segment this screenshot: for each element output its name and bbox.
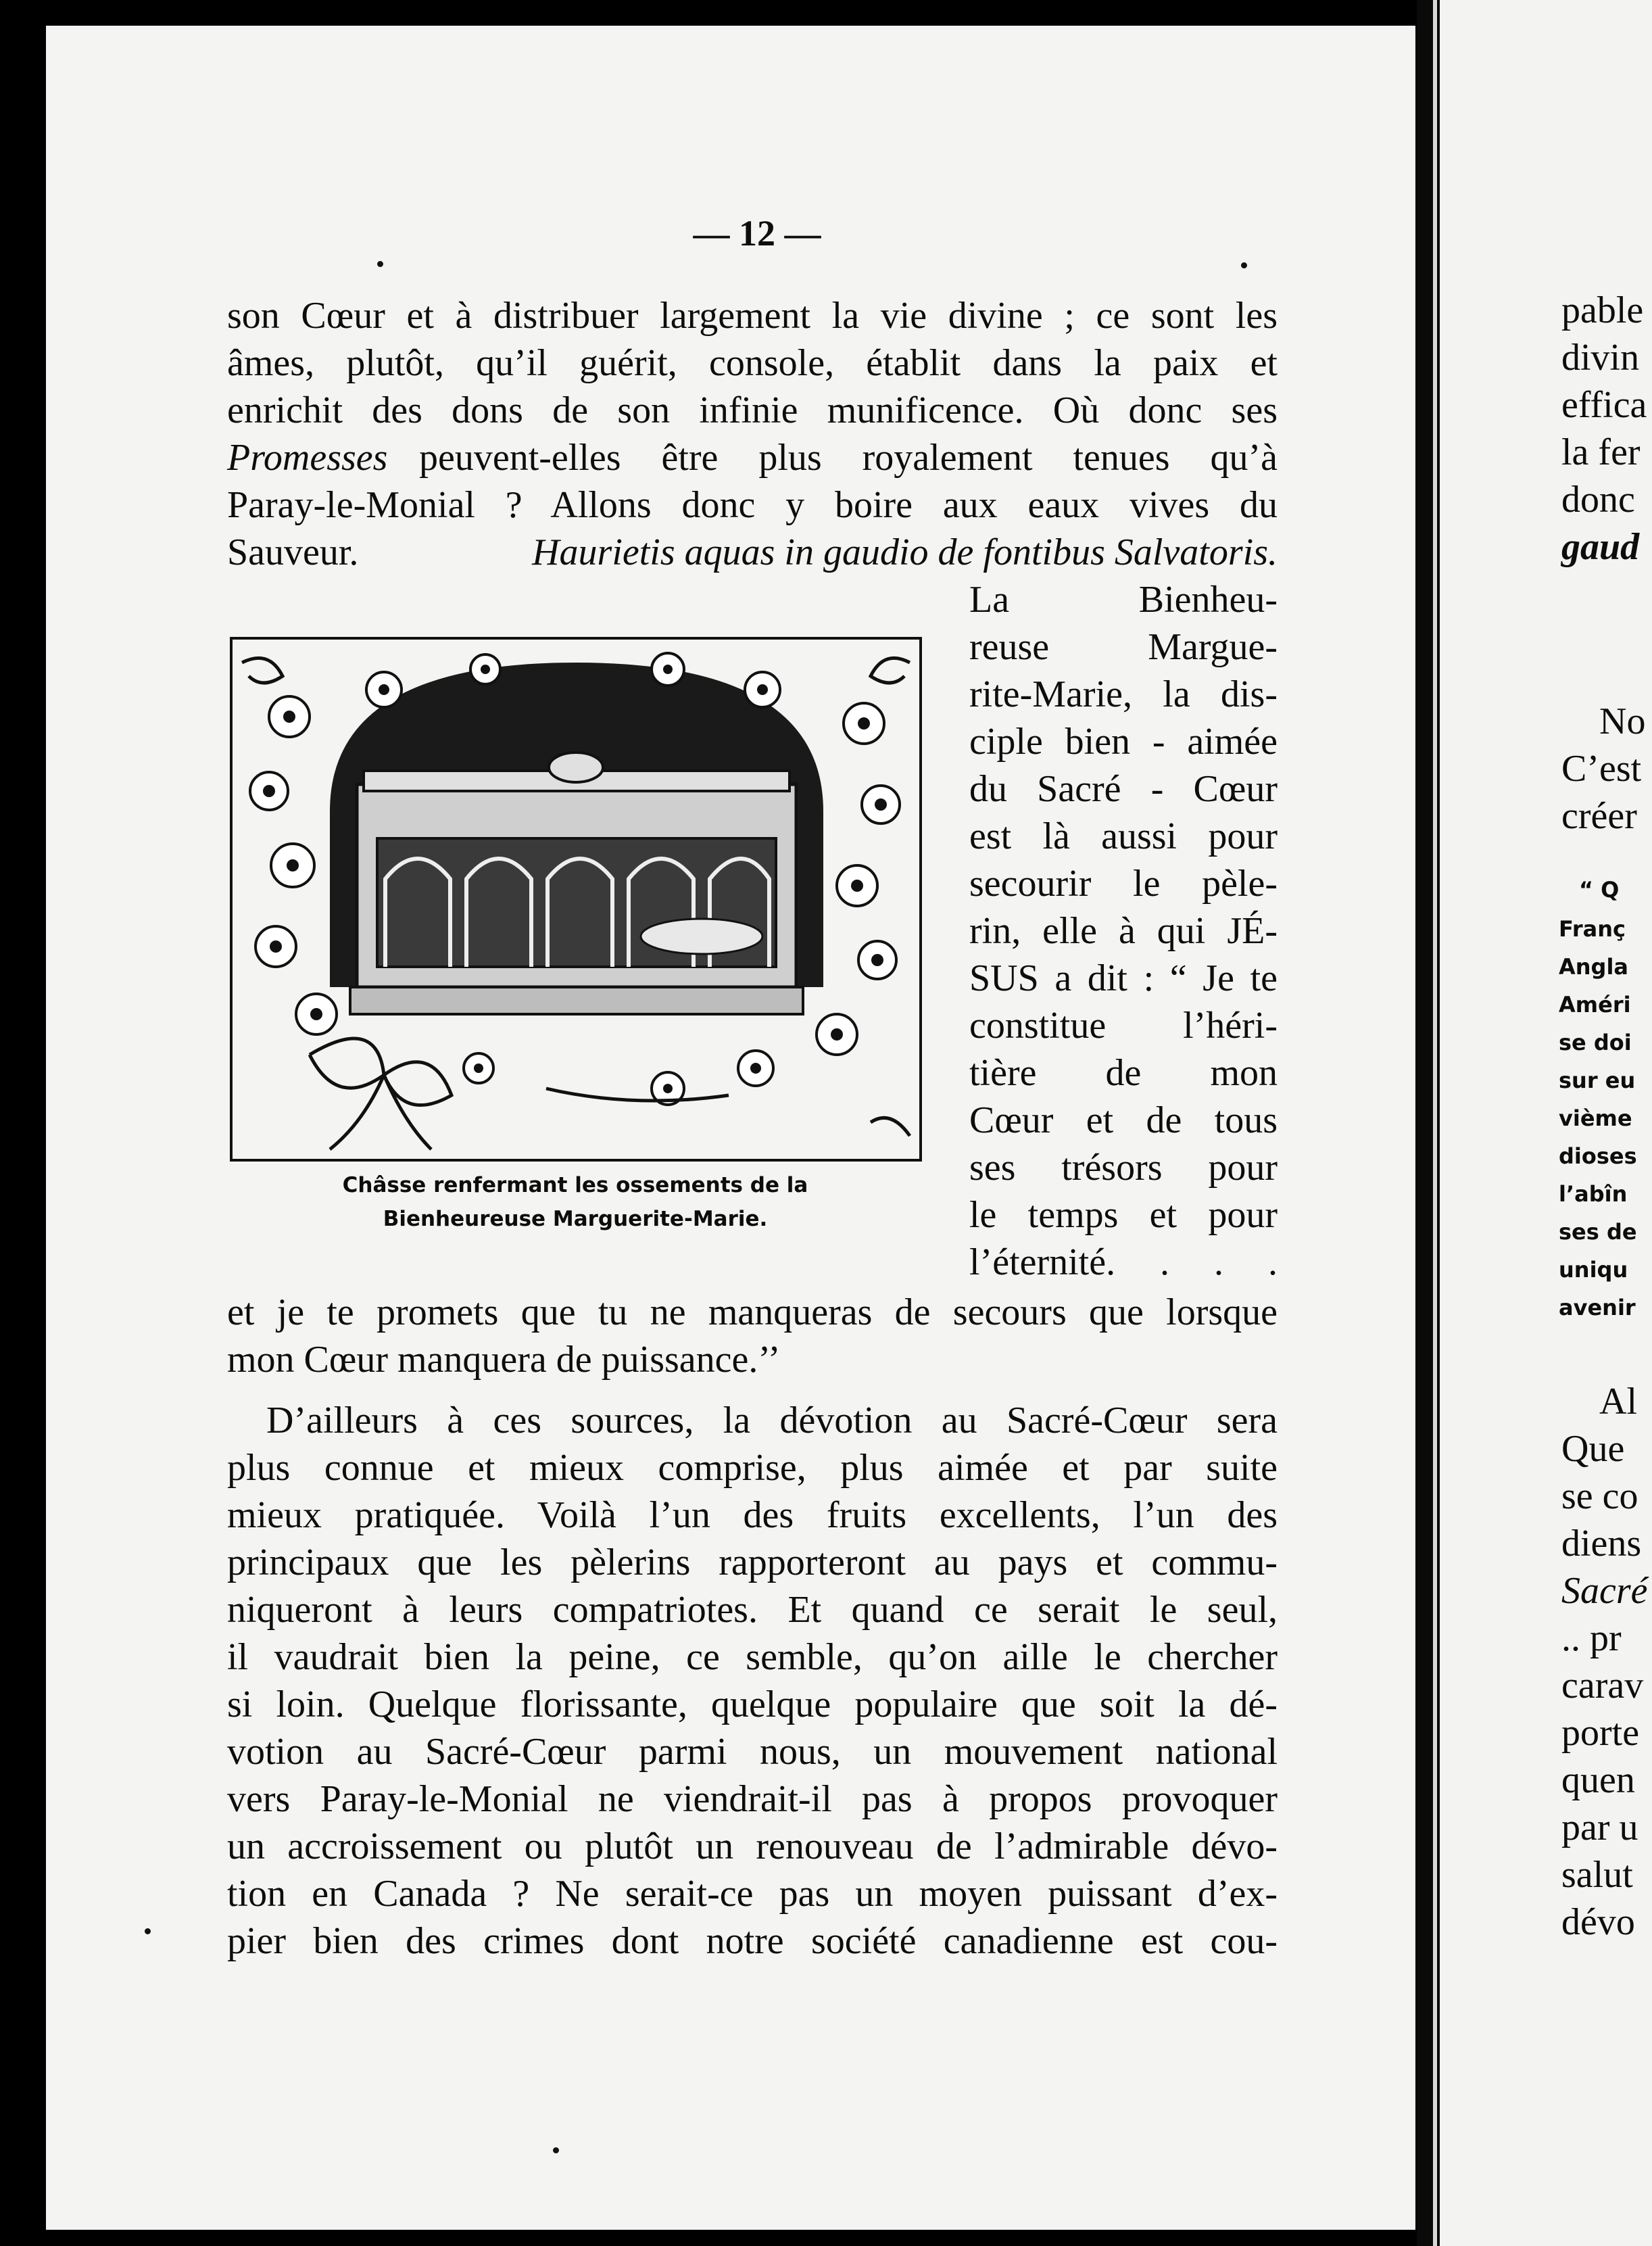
right-small-line: Angla — [1559, 954, 1629, 980]
side-text-line: le temps et pour — [969, 1194, 1278, 1236]
latin-quote: Haurietis aquas in gaudio de fontibus Salvatoris. — [532, 531, 1278, 573]
text-line: principaux que les pèlerins rapporteront au pays et commu- — [227, 1542, 1278, 1583]
right-text-line: quen — [1561, 1759, 1635, 1801]
right-small-line: ses de — [1559, 1219, 1637, 1245]
text-line: mieux pratiquée. Voilà l’un des fruits excellents, l’un des — [227, 1494, 1278, 1536]
side-text-line: SUS a dit : “ Je te — [969, 957, 1278, 999]
figure-caption-line: Bienheureuse Marguerite-Marie. — [383, 1207, 768, 1231]
text-line: si loin. Quelque florissante, quelque populaire que soit la dé- — [227, 1683, 1278, 1725]
right-text-line: Que — [1561, 1428, 1625, 1470]
right-text-line: la fer — [1561, 431, 1641, 473]
right-text-line: créer — [1561, 795, 1637, 837]
side-text-line: Cœur et de tous — [969, 1099, 1278, 1141]
right-text-line: effica — [1561, 384, 1647, 426]
side-text-line: reuse Margue- — [969, 626, 1278, 668]
text-line: votion au Sacré-Cœur parmi nous, un mouvement national — [227, 1731, 1278, 1773]
right-small-line: vième — [1559, 1105, 1632, 1131]
text-line — [227, 434, 1278, 481]
side-text-line: tière de mon — [969, 1052, 1278, 1094]
right-small-line: avenir — [1559, 1295, 1636, 1320]
figure-caption-line: Châsse renfermant les ossements de la — [342, 1173, 808, 1197]
text-line: et je te promets que tu ne manqueras de secours que lorsque — [227, 1291, 1278, 1333]
italic-word: Promesses — [227, 437, 388, 479]
side-text-line: est là aussi pour — [969, 815, 1278, 857]
text-line: vers Paray-le-Monial ne viendrait-il pas à propos provoquer — [227, 1778, 1278, 1820]
side-text-line: rite-Marie, la dis- — [969, 673, 1278, 715]
text-fragment: Sauveur. — [227, 531, 359, 573]
right-text-line: gaud — [1561, 526, 1640, 568]
speck — [145, 1928, 151, 1934]
right-text-line: .. pr — [1561, 1617, 1622, 1659]
right-text-line: porte — [1561, 1712, 1640, 1754]
side-text-line: l’éternité. . . . — [969, 1241, 1278, 1283]
text-line: il vaudrait bien la peine, ce semble, qu’on aille le chercher — [227, 1636, 1278, 1678]
text-line: D’ailleurs à ces sources, la dévotion au Sacré-Cœur sera — [266, 1400, 1278, 1441]
speck — [1241, 262, 1247, 268]
text-line: son Cœur et à distribuer largement la vie divine ; ce sont les — [227, 295, 1278, 337]
right-small-line: sur eu — [1559, 1068, 1636, 1093]
text-line: niqueront à leurs compatriotes. Et quand ce serait le seul, — [227, 1589, 1278, 1631]
right-text-line: donc — [1561, 479, 1635, 521]
text-line: Paray-le-Monial ? Allons donc y boire aux eaux vives du — [227, 484, 1278, 526]
right-text-line: Sacré — [1561, 1570, 1648, 1612]
text-line: tion en Canada ? Ne serait-ce pas un moyen puissant d’ex- — [227, 1873, 1278, 1915]
side-text-line: ses trésors pour — [969, 1147, 1278, 1189]
side-text-line: ciple bien - aimée — [969, 721, 1278, 763]
right-small-line: dioses — [1559, 1143, 1637, 1169]
text-line: un accroissement ou plutôt un renouveau de l’admirable dévo- — [227, 1825, 1278, 1867]
side-text-line: La Bienheu- — [969, 579, 1278, 621]
text-line — [227, 529, 1278, 576]
text-fragment: peuvent-elles être plus royalement tenues qu’à — [419, 437, 1278, 479]
speck — [553, 2147, 559, 2153]
page-number: — 12 — — [693, 213, 821, 254]
right-small-line: “ Q — [1579, 877, 1620, 903]
side-text-line: constitue l’héri- — [969, 1005, 1278, 1047]
right-small-line: se doi — [1559, 1030, 1632, 1055]
right-text-line: dévo — [1561, 1901, 1635, 1943]
text-line: enrichit des dons de son infinie munificence. Où donc ses — [227, 389, 1278, 431]
right-text-line: par u — [1561, 1807, 1638, 1848]
right-text-line: C’est — [1561, 748, 1642, 790]
side-text-line: du Sacré - Cœur — [969, 768, 1278, 810]
reliquary-illustration — [228, 636, 923, 1163]
side-text-line: secourir le pèle- — [969, 863, 1278, 905]
right-text-line: No — [1599, 700, 1646, 742]
right-small-line: Franç — [1559, 916, 1626, 942]
right-small-line: l’abîn — [1559, 1181, 1628, 1207]
text-line: mon Cœur manquera de puissance.’’ — [227, 1339, 781, 1381]
right-text-line: Al — [1599, 1381, 1637, 1423]
text-line: âmes, plutôt, qu’il guérit, console, établit dans la paix et — [227, 342, 1278, 384]
right-text-line: salut — [1561, 1854, 1633, 1896]
text-line: plus connue et mieux comprise, plus aimée et par suite — [227, 1447, 1278, 1489]
right-text-line: carav — [1561, 1665, 1644, 1706]
speck — [377, 261, 383, 267]
right-text-line: divin — [1561, 337, 1640, 379]
gutter-edge — [1433, 0, 1437, 2246]
right-small-line: uniqu — [1559, 1257, 1628, 1283]
right-text-line: se co — [1561, 1475, 1638, 1517]
right-small-line: Améri — [1559, 992, 1631, 1018]
text-line: pier bien des crimes dont notre société canadienne est cou- — [227, 1920, 1278, 1962]
right-text-line: pable — [1561, 289, 1644, 331]
right-page-text — [1440, 0, 1652, 2246]
side-text-line: rin, elle à qui JÉ- — [969, 910, 1278, 952]
right-text-line: diens — [1561, 1523, 1642, 1564]
